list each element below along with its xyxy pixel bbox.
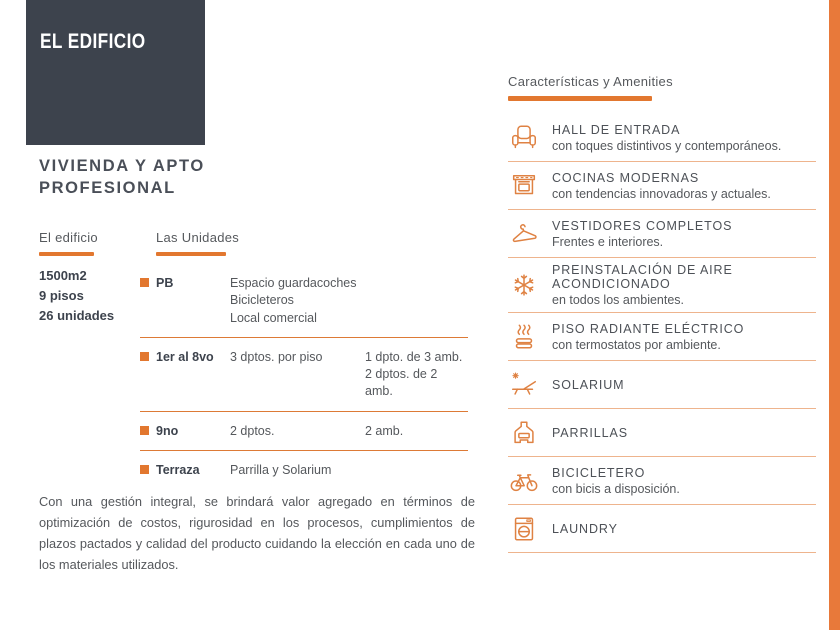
orange-underline <box>156 252 226 256</box>
table-row <box>140 412 468 451</box>
bicycle-icon <box>508 465 540 497</box>
units-table <box>140 264 468 489</box>
orange-bullet-icon <box>140 278 149 287</box>
list-item <box>508 361 816 409</box>
unit-detail-cell <box>365 349 468 401</box>
unit-description-cell <box>230 349 365 401</box>
table-row <box>140 264 468 338</box>
building-stat: 1500m2 <box>39 268 87 283</box>
unit-floor-label: 1er al 8vo <box>156 349 214 364</box>
unit-cell-line: 2 dptos. de 2 amb. <box>365 367 438 399</box>
orange-underline <box>39 252 94 256</box>
armchair-icon <box>508 122 540 154</box>
grill-icon <box>508 417 540 449</box>
amenity-title: PARRILLAS <box>552 425 628 440</box>
amenities-heading: Características y Amenities <box>508 74 673 89</box>
orange-bullet-icon <box>140 352 149 361</box>
list-item <box>508 409 816 457</box>
amenity-title: PISO RADIANTE ELÉCTRICO <box>552 321 745 336</box>
orange-bullet-icon <box>140 465 149 474</box>
unit-description-cell <box>230 423 365 440</box>
unit-description-cell <box>230 275 365 327</box>
amenity-title: HALL DE ENTRADA <box>552 122 681 137</box>
accent-edge-bar <box>829 0 840 630</box>
amenity-subtitle: con tendencias innovadoras y actuales. <box>552 186 771 201</box>
unit-cell-line: Bicicleteros <box>230 293 294 308</box>
amenity-title: PREINSTALACIÓN DE AIRE ACONDICIONADO <box>552 263 733 291</box>
heated-floor-icon <box>508 321 540 353</box>
building-stat: 9 pisos <box>39 287 84 303</box>
management-description: Con una gestión integral, se brindará valor agregado en términos de optimización de costos, rigurosidad en los procesos, cumplimientos de plazos pactados y calidad del producto cuidando la elección en cada uno de los materiales utilizados. <box>39 494 475 572</box>
amenity-subtitle: con termostatos por ambiente. <box>552 337 721 352</box>
list-item <box>508 114 816 162</box>
amenity-subtitle: con bicis a disposición. <box>552 481 680 496</box>
amenity-subtitle: Frentes e interiores. <box>552 234 664 249</box>
building-facts-column <box>39 230 151 328</box>
unit-detail-cell <box>365 275 468 327</box>
unit-cell-line: 2 dptos. <box>230 423 275 438</box>
list-item <box>508 258 816 313</box>
hanger-icon <box>508 218 540 250</box>
unit-floor-label: 9no <box>156 423 179 438</box>
table-row <box>140 338 468 412</box>
units-heading: Las Unidades <box>156 230 240 245</box>
list-item <box>508 457 816 505</box>
amenity-title: LAUNDRY <box>552 521 618 536</box>
sun-lounger-icon <box>508 369 540 401</box>
unit-floor-label: PB <box>156 276 174 290</box>
amenity-title: SOLARIUM <box>552 377 625 392</box>
oven-icon <box>508 170 540 202</box>
amenity-title: BICICLETERO <box>552 465 646 480</box>
units-table-column <box>140 230 468 489</box>
list-item <box>508 313 816 361</box>
subtitle-line2: PROFESIONAL <box>39 179 176 198</box>
washing-machine-icon <box>508 513 540 545</box>
building-stats <box>39 268 151 325</box>
amenities-list <box>508 114 816 553</box>
unit-cell-line: 1 dpto. de 3 amb. <box>365 349 463 364</box>
unit-floor-label: Terraza <box>156 462 200 477</box>
unit-cell-line: Parrilla y Solarium <box>230 462 332 477</box>
unit-detail-cell <box>365 462 468 479</box>
unit-cell-line: Local comercial <box>230 310 317 325</box>
subtitle-line1: VIVIENDA Y APTO <box>39 157 205 175</box>
list-item <box>508 210 816 258</box>
orange-underline <box>508 96 652 101</box>
amenity-subtitle: con toques distintivos y contemporáneos. <box>552 138 782 153</box>
unit-detail-cell <box>365 423 468 440</box>
amenity-subtitle: en todos los ambientes. <box>552 293 685 307</box>
amenity-title: VESTIDORES COMPLETOS <box>552 218 733 233</box>
building-facts-heading: El edificio <box>39 230 98 245</box>
building-subtitle <box>39 155 205 200</box>
amenity-title: COCINAS MODERNAS <box>552 170 700 185</box>
list-item <box>508 505 816 553</box>
unit-description-cell <box>230 462 365 479</box>
section-banner <box>26 0 205 145</box>
amenities-column <box>508 74 816 553</box>
snowflake-icon <box>508 269 540 301</box>
table-row <box>140 451 468 489</box>
unit-cell-line: 2 amb. <box>365 423 404 438</box>
list-item <box>508 162 816 210</box>
unit-cell-line: 3 dptos. por piso <box>230 349 323 364</box>
page-title: EL EDIFICIO <box>40 30 146 53</box>
orange-bullet-icon <box>140 426 149 435</box>
building-stat: 26 unidades <box>39 307 115 323</box>
unit-cell-line: Espacio guardacoches <box>230 276 357 290</box>
